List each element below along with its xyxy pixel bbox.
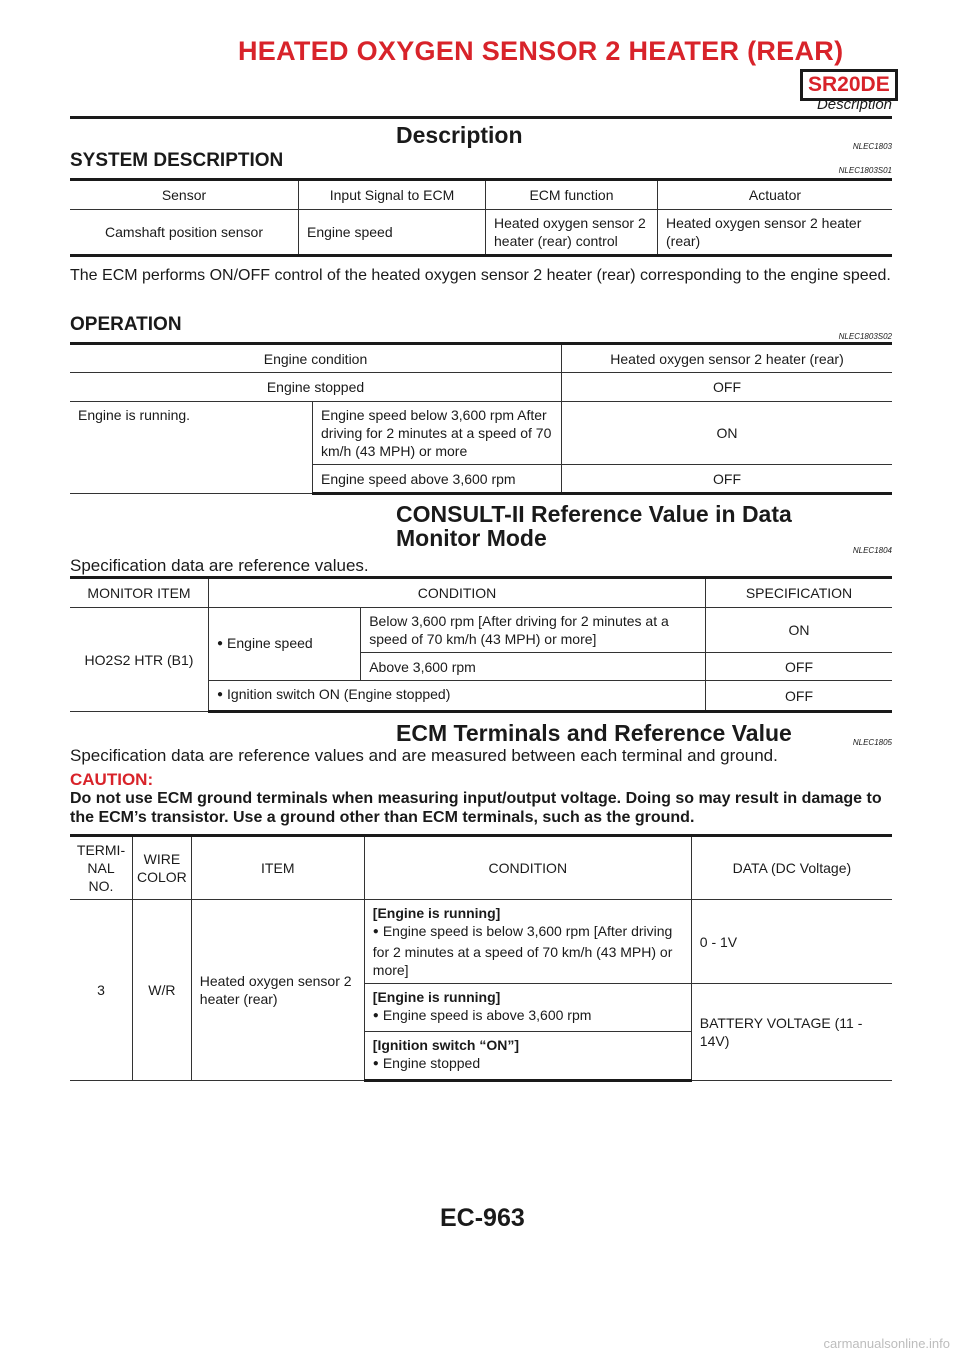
cond-ignition-text: Ignition switch ON (Engine stopped) [227, 686, 451, 702]
cell-spec-below: ON [706, 608, 893, 653]
bullet-icon [217, 635, 227, 651]
cell-wire-color: W/R [133, 900, 192, 1081]
cell-engine-stopped-value: OFF [562, 373, 893, 402]
cond-ignition-head: [Ignition switch “ON”] [372, 1037, 519, 1053]
system-description-heading: SYSTEM DESCRIPTION [70, 150, 284, 171]
cell-cond-engine-speed [209, 608, 361, 681]
page-number: EC-963 [440, 1204, 525, 1232]
bullet-icon [373, 923, 383, 939]
operation-code: NLEC1803S02 [838, 332, 892, 341]
operation-table [70, 342, 892, 495]
description-code: NLEC1803 [852, 142, 892, 151]
cell-data-low: 0 - 1V [691, 900, 892, 984]
cell-cond-ignition [209, 681, 706, 712]
cell-spec-above: OFF [706, 653, 893, 681]
ecm-intro: Specification data are reference values and are measured between each terminal and ground. [70, 746, 778, 765]
cond-running-below-head: [Engine is running] [372, 905, 501, 921]
cond-ignition-text: Engine stopped [382, 1055, 481, 1071]
cond-running-below-text: Engine speed is below 3,600 rpm [After driving for 2 minutes at a speed of 70 km/h (43 MPH) or more] [372, 923, 673, 978]
cell-item: Heated oxygen sensor 2 heater (rear) [191, 900, 364, 1081]
caution-heading: CAUTION: [70, 770, 154, 789]
bullet-icon [373, 1007, 383, 1023]
bullet-icon [373, 1055, 383, 1071]
cell-cond-ignition [364, 1032, 691, 1081]
col-sensor: Sensor [70, 180, 299, 210]
cond-engine-speed-text: Engine speed [227, 634, 313, 651]
col-condition: CONDITION [364, 836, 691, 900]
cell-cond-above: Above 3,600 rpm [361, 653, 706, 681]
header-rule [70, 116, 892, 119]
system-description-code: NLEC1803S01 [838, 166, 892, 175]
col-engine-condition: Engine condition [70, 344, 562, 373]
col-specification: SPECIFICATION [706, 578, 893, 608]
watermark: carmanualsonline.info [823, 1336, 950, 1351]
consult-heading: CONSULT-II Reference Value in Data Monitor Mode [396, 501, 792, 551]
cell-input-signal: Engine speed [299, 210, 486, 256]
ecm-table [70, 834, 892, 1082]
col-input-signal: Input Signal to ECM [299, 180, 486, 210]
bullet-icon [217, 686, 227, 702]
page-header-title: HEATED OXYGEN SENSOR 2 HEATER (REAR) [238, 36, 844, 66]
cell-running-above: Engine speed above 3,600 rpm [313, 465, 562, 494]
cell-terminal: 3 [70, 900, 133, 1081]
cell-actuator: Heated oxygen sensor 2 heater (rear) [658, 210, 893, 256]
cell-running-above-value: OFF [562, 465, 893, 494]
ecm-code: NLEC1805 [852, 738, 892, 747]
system-paragraph: The ECM performs ON/OFF control of the heated oxygen sensor 2 heater (rear) corresponding to the engine speed. [70, 267, 891, 284]
operation-heading: OPERATION [70, 314, 182, 335]
cell-ecm-function: Heated oxygen sensor 2 heater (rear) control [486, 210, 658, 256]
cond-running-above-text: Engine speed is above 3,600 rpm [382, 1007, 592, 1023]
cell-engine-stopped: Engine stopped [70, 373, 562, 402]
description-heading: Description [396, 122, 523, 148]
consult-intro: Specification data are reference values. [70, 556, 369, 575]
col-heater-state: Heated oxygen sensor 2 heater (rear) [562, 344, 893, 373]
system-description-table [70, 178, 892, 257]
ecm-heading: ECM Terminals and Reference Value [396, 720, 792, 746]
col-wire-color: WIRE COLOR [133, 836, 192, 900]
engine-badge: SR20DE [800, 69, 898, 101]
cell-cond-below: Below 3,600 rpm [After driving for 2 minutes at a speed of 70 km/h (43 MPH) or more] [361, 608, 706, 653]
cell-running-below: Engine speed below 3,600 rpm After driving for 2 minutes at a speed of 70 km/h (43 MPH) or more [313, 402, 562, 465]
cell-engine-running: Engine is running. [70, 402, 313, 494]
consult-code: NLEC1804 [852, 546, 892, 555]
col-condition: CONDITION [209, 578, 706, 608]
cond-running-above-head: [Engine is running] [372, 989, 501, 1005]
col-item: ITEM [191, 836, 364, 900]
cell-running-below-value: ON [562, 402, 893, 465]
cell-monitor-item: HO2S2 HTR (B1) [70, 608, 209, 712]
page-header-subtitle: Description [816, 96, 892, 113]
cell-spec-ignition: OFF [706, 681, 893, 712]
cell-sensor: Camshaft position sensor [70, 210, 299, 256]
col-ecm-function: ECM function [486, 180, 658, 210]
cell-data-battery: BATTERY VOLTAGE (11 - 14V) [691, 984, 892, 1081]
col-actuator: Actuator [658, 180, 893, 210]
cell-cond-running-below [364, 900, 691, 984]
col-monitor-item: MONITOR ITEM [70, 578, 209, 608]
cell-cond-running-above [364, 984, 691, 1032]
consult-table [70, 576, 892, 713]
col-data: DATA (DC Voltage) [691, 836, 892, 900]
caution-text: Do not use ECM ground terminals when measuring input/output voltage. Doing so may result in damage to the ECM’s transistor. Use a ground other than ECM terminals, such as the ground. [70, 790, 882, 826]
col-terminal: TERMI-NAL NO. [70, 836, 133, 900]
